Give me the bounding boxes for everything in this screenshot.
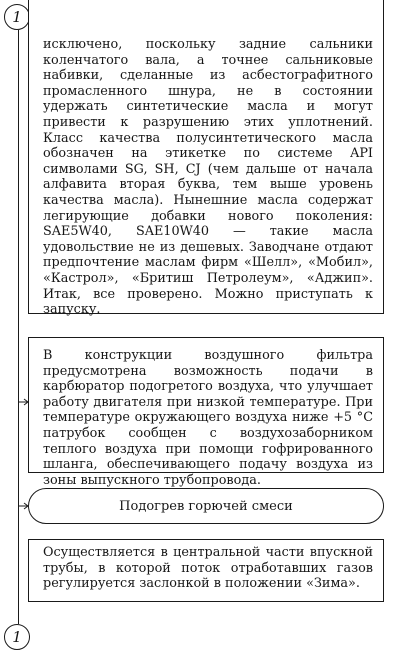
connector-top: 1 [4,4,30,30]
terminal-heading [28,488,384,524]
terminal-label: Подогрев горючей смеси [119,498,293,514]
connector-bottom: 1 [4,624,30,650]
block1-text: исключено, поскольку задние сальники коленчатого вала, а точнее сальниковые набивки, сделанные из асбестографитного промасленного шнура, не в состоянии удержать синтетические масла и могут привести к разрушению этих уплотнений. Класс качества полусинтетического масла обозначен на этикетке по системе API символами SG, SH, CJ (чем дальше от начала алфавита вторая буква, тем выше уровень качества масла). Нынешние масла содержат легирующие добавки нового поколения: SAE5W40, SAE10W40 — такие масла удовольствие не из дешевых. Заводчане отдают предпочтение маслам фирм «Шелл», «Мобил», «Кастрол», «Бритиш Петролеум», «Аджип». Итак, все проверено. Можно приступать к запуску. [43,37,373,318]
text-block-air-filter [28,337,384,488]
text-block-intake-pipe [28,539,384,602]
text-block-oil-info [28,0,384,318]
block4-text: Осуществляется в центральной части впускной трубы, в которой поток отработавших газов регулируется заслонкой в положении «Зима». [43,545,373,592]
flow-line-top [18,30,19,624]
block2-text: В конструкции воздушного фильтра предусмотрена возможность подачи в карбюратор подогретого воздуха, что улучшает работу двигателя при низкой температуре. При температуре окружающего воздуха ниже +5 °С патрубок сообщен с воздухозаборником теплого воздуха при помощи гофрированного шланга, обеспечивающего подачу воздуха из зоны выпускного трубопровода. [43,348,373,488]
